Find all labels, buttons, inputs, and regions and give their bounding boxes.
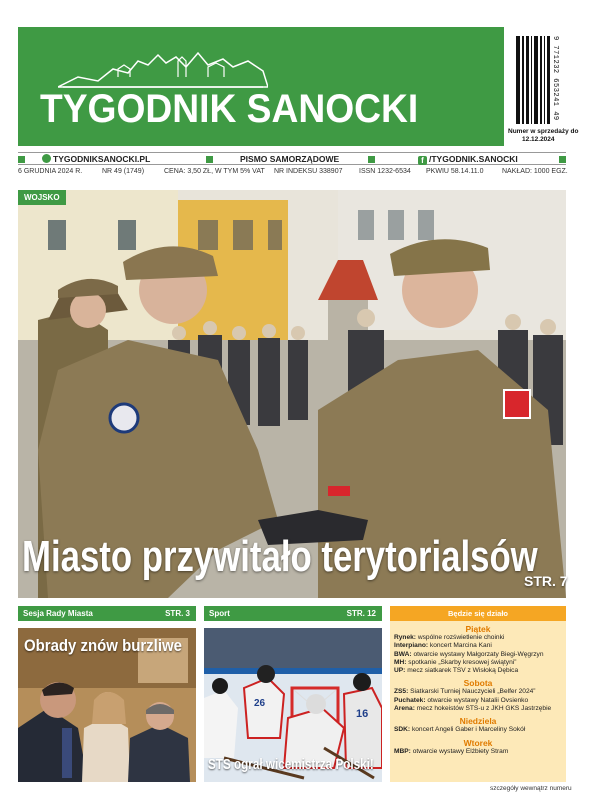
event-item[interactable]: BWA: otwarcie wystawy Małgorzaty Biegi-Węgrzyn [394, 650, 544, 658]
jersey-number-16: 16 [356, 708, 369, 720]
section-page-ref: STR. 12 [346, 609, 376, 618]
event-item[interactable]: UP: mecz siatkarek TSV z Wisłoką Dębica [394, 667, 519, 675]
issue-info-bar [18, 168, 566, 178]
event-item[interactable]: Interpiano: koncert Marcina Kani [394, 642, 492, 650]
section-name: Sport [209, 609, 230, 618]
council-photo[interactable] [18, 628, 196, 782]
facebook-icon: f [418, 156, 427, 165]
issue-issn: ISSN 1232-6534 [359, 168, 411, 175]
top-strip [18, 152, 566, 165]
issue-number: NR 49 (1749) [102, 168, 145, 175]
sport-headline[interactable]: STS ograł wicemistrza Polski! [208, 756, 374, 773]
events-day-tuesday: Wtorek [463, 737, 493, 748]
event-item[interactable]: Puchatek: otwarcie wystawy Natalii Ovsienko [394, 696, 529, 704]
issue-note-date: 12.12.2024 [522, 136, 555, 143]
issue-note [508, 128, 588, 144]
events-heading: Będzie się działo [390, 606, 566, 621]
masthead [18, 27, 504, 146]
section-page-ref: STR. 3 [165, 609, 190, 618]
section-name: Sesja Rady Miasta [23, 609, 93, 618]
event-item[interactable]: MBP: otwarcie wystawy Elżbiety Stram [394, 747, 509, 755]
event-item[interactable]: SDK: koncert Angeli Gaber i Marceliny Sokół [394, 726, 526, 734]
issue-date: 6 GRUDNIA 2024 R. [18, 168, 83, 175]
section-bar-city-council[interactable] [18, 606, 196, 621]
strip-center: PISMO SAMORZĄDOWE [240, 154, 340, 164]
events-day-friday: Piątek [465, 624, 491, 634]
event-item[interactable]: Arena: mecz hokeistów STS-u z JKH GKS Jastrzębie [394, 705, 552, 713]
issue-note-line1: Numer w sprzedaży do [508, 128, 579, 135]
event-item[interactable]: MH: spotkanie „Skarby kresowej świątyni” [394, 658, 517, 666]
masthead-title: TYGODNIK SANOCKI [40, 87, 419, 131]
events-box [390, 606, 566, 782]
globe-icon [42, 154, 51, 163]
events-day-sunday: Niedziela [459, 716, 497, 727]
town-skyline-logo [58, 47, 268, 89]
section-bar-sport[interactable] [204, 606, 382, 621]
council-headline[interactable]: Obrady znów burzliwe [24, 636, 182, 655]
events-day-saturday: Sobota [463, 678, 493, 689]
issue-pkwiu: PKWIU 58.14.11.0 [426, 168, 484, 175]
hero-page-ref: STR. 7 [524, 573, 568, 589]
facebook-link[interactable]: f /TYGODNIK.SANOCKI [418, 154, 518, 165]
event-item[interactable]: ZS5: Siatkarski Turniej Nauczycieli „Belfer 2024” [394, 688, 536, 696]
event-item[interactable]: Rynek: wspólne rozświetlenie choinki [394, 634, 505, 641]
barcode-number: 9 771232 653241 49 [551, 36, 559, 121]
hero-headline[interactable]: Miasto przywitało terytorialsów [22, 532, 538, 581]
issue-price: CENA: 3,50 ZŁ, W TYM 5% VAT [164, 168, 265, 175]
section-tag-wojsko[interactable]: WOJSKO [18, 190, 66, 205]
events-more-note: szczegóły wewnątrz numeru [490, 785, 572, 792]
website-link[interactable]: TYGODNIKSANOCKI.PL [42, 154, 150, 164]
jersey-number-26: 26 [254, 698, 266, 709]
sport-photo[interactable] [204, 628, 382, 782]
issue-circulation: NAKŁAD: 1000 EGZ. [502, 168, 568, 175]
issue-index: NR INDEKSU 338907 [274, 168, 343, 175]
